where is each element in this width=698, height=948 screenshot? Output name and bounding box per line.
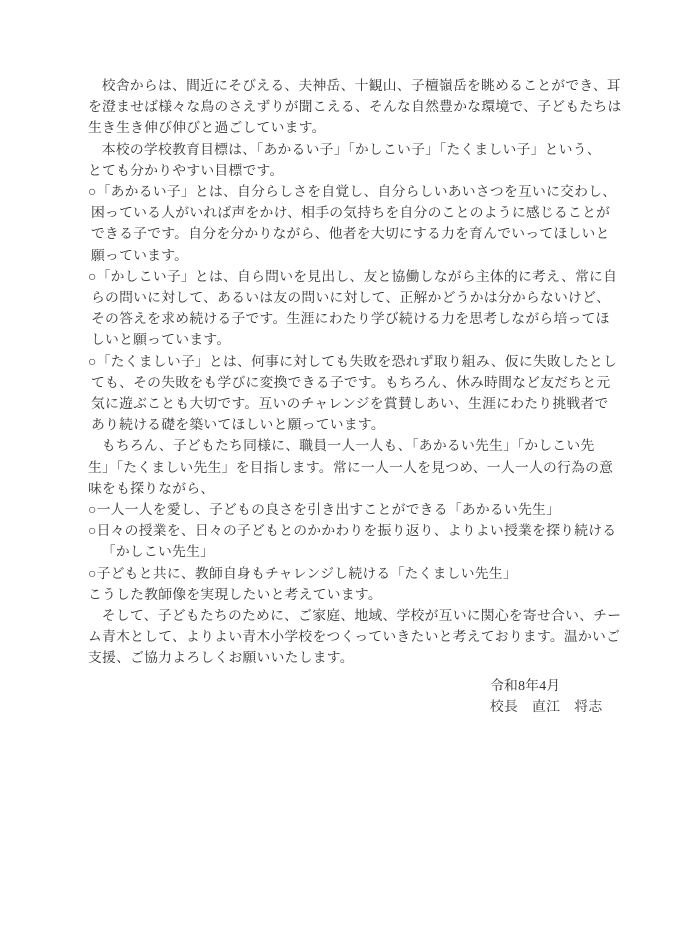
signature-name: 校長 直江 将志 — [490, 698, 603, 714]
doc-line-bullet: ○「かしこい子」とは、自ら問いを見出し、友と協働しながら主体的に考え、常に自 — [88, 268, 618, 284]
doc-line: こうした教師像を実現したいと考えています。 — [88, 586, 382, 602]
doc-line: しいと願っています。 — [91, 332, 231, 348]
doc-line: 支援、ご協力よろしくお願いいたします。 — [88, 650, 354, 666]
doc-line: 校舎からは、間近にそびえる、夫神岳、十観山、子檀嶺岳を眺めることができ、耳 — [101, 78, 621, 93]
doc-line: ム青木として、よりよい青木小学校をつくっていきたいと考えております。温かいご — [88, 629, 621, 645]
signature-block — [490, 675, 610, 717]
doc-line-bullet: ○「たくましい子」とは、何事に対しても失敗を恐れず取り組み、仮に失敗したとし — [88, 353, 618, 369]
doc-line: を澄ませば様々な鳥のさえずりが聞こえる、そんな自然豊かな環境で、子どもたちは — [88, 99, 622, 115]
doc-line: ても、その失敗をも学びに変換できる子です。もちろん、休み時間など友だちと元 — [91, 374, 611, 390]
doc-line: 生き生き伸び伸びと過ごしています。 — [88, 120, 326, 136]
doc-line: らの問いに対して、あるいは友の問いに対して、正解かどうかは分からないけど、 — [91, 290, 611, 306]
signature-date: 令和8年4月 — [490, 677, 561, 693]
doc-line-bullet: ○子どもと共に、教師自身もチャレンジし続ける「たくましい先生」 — [88, 565, 517, 581]
doc-line: もちろん、子どもたち同様に、職員一人一人も、「あかるい先生」「かしこい先 — [101, 438, 595, 454]
doc-line: できる子です。自分を分かりながら、他者を大切にする力を育んでいってほしいと — [91, 226, 610, 242]
doc-line: 困っている人がいれば声をかけ、相手の気持ちを自分のことのように感じることが — [91, 205, 611, 221]
letter-body — [88, 75, 622, 669]
doc-line: その答えを求め続ける子です。生涯にわたり学び続ける力を思考しながら培ってほ — [91, 311, 610, 327]
doc-line-bullet: ○一人一人を愛し、子どもの良さを引き出すことができる「あかるい先生」 — [88, 502, 561, 518]
doc-line: あり続ける礎を築いてほしいと願っています。 — [91, 417, 385, 433]
doc-line: 「かしこい先生」 — [101, 544, 215, 560]
doc-line: 願っています。 — [91, 247, 189, 263]
doc-line-bullet: ○「あかるい子」とは、自分らしさを自覚し、自分らしいあいさつを互いに交わし、 — [88, 184, 617, 200]
doc-line: とても分かりやすい目標です。 — [88, 162, 284, 178]
doc-line-bullet: ○日々の授業を、日々の子どもとのかかわりを振り返り、よりよい授業を探り続ける — [88, 523, 617, 539]
doc-line: 本校の学校教育目標は、「あかるい子」「かしこい子」「たくましい子」という、 — [101, 141, 601, 157]
doc-line: そして、子どもたちのために、ご家庭、地域、学校が互いに関心を寄せ合い、チー — [101, 608, 622, 624]
doc-line: 味をも探りながら、 — [88, 480, 215, 496]
doc-line: 生」「たくましい先生」を目指します。常に一人一人を見つめ、一人一人の行為の意 — [88, 459, 614, 475]
doc-line: 気に遊ぶことも大切です。互いのチャレンジを賞賛しあい、生涯にわたり挑戦者で — [91, 396, 609, 412]
